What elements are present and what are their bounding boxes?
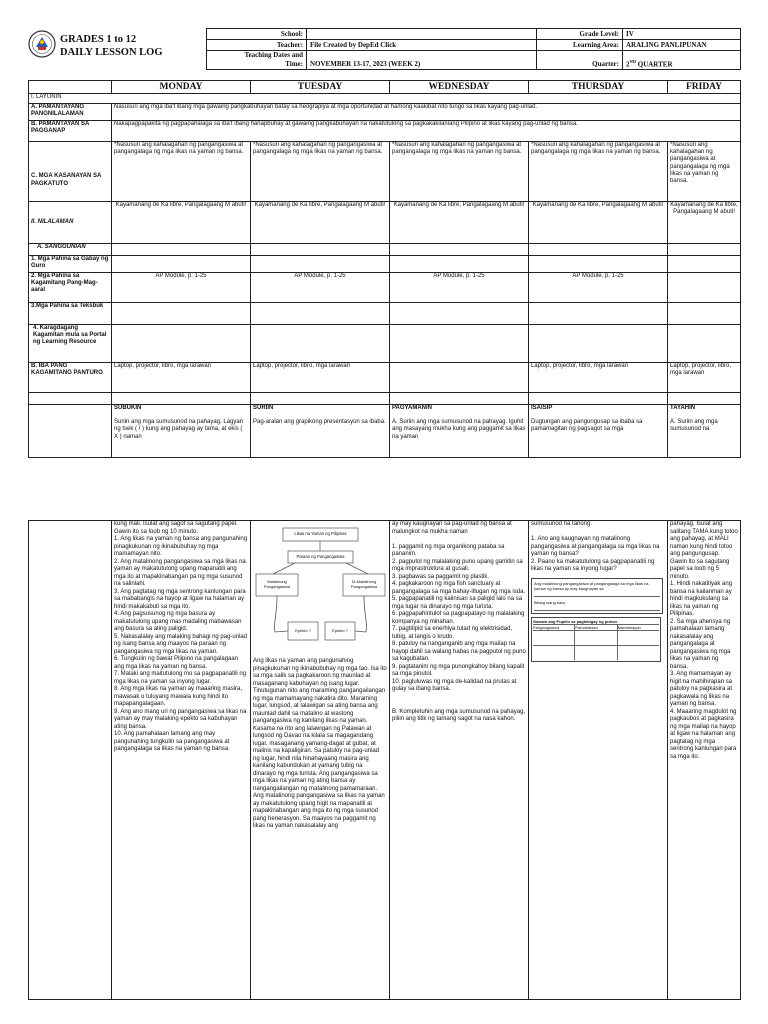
- worksheet-table-row: [533, 630, 659, 645]
- module-thu: AP Module, p. 1-25: [529, 273, 668, 303]
- worksheet-line-2: Bilang isang bata,: [534, 599, 566, 605]
- section-intro-tue: Pag-aralan ang grapikong presentasyon sa ibaba.: [253, 419, 386, 426]
- kasanayan-mon: *Nasusuri ang kahalagahan ng pangangasiwa at pangangalaga ng mga likas na yaman ng bansa.: [112, 142, 251, 202]
- pamantayang-text: Nasusuri ang mga iba't ibang mga gawaing pangkabuhayan batay sa heograpiya at mga oportunidad at hamong kaakibat nito tungo sa likas kayang pag-unlad.: [112, 104, 741, 121]
- quarter-label: Quarter:: [537, 51, 623, 70]
- teksbuk-thu: [529, 303, 668, 325]
- kasanayan-thu: *Nasusuri ang kahalagahan ng pangangasiwa at pangangalaga ng mga likas na yaman ng bansa.: [529, 142, 668, 202]
- iba-fri: Laptop, projector, libro, mga larawan: [668, 363, 741, 393]
- organizer-right: Di-Matalinong Pangangasiwa: [350, 579, 378, 589]
- section-intro-fri: A. Suriin ang mga sumusunod na: [670, 419, 718, 433]
- sanggunian-label: A. SANGGUNIAN: [29, 244, 112, 256]
- sanggunian-tue: [251, 244, 390, 256]
- module-fri: [668, 273, 741, 303]
- dates-label: [207, 51, 307, 70]
- cont-tuesday: [251, 521, 390, 1000]
- lesson-plan-table: [28, 80, 741, 458]
- section-mon: [112, 405, 251, 458]
- continuation-table: [28, 520, 741, 1000]
- organizer-left: Matalinong Pangangasiwa: [263, 579, 291, 589]
- organizer-bottom-left: Epekto ?: [295, 628, 311, 633]
- teksbuk-mon: [112, 303, 251, 325]
- iba-mon: Laptop, projector, libro, mga larawan: [112, 363, 251, 393]
- teksbuk-tue: [251, 303, 390, 325]
- graphic-organizer: [253, 524, 388, 654]
- pagganap-text: Nakapagpapakita ng pagpapahalaga sa iba't ibang hanapbuhay at gawaing pangkabuhayan na nakatutulong sa pagkakakilanlang Pilipino at likas kayang pag-unlad ng bansa.: [112, 121, 741, 142]
- nilalaman-label: II. NILALAMAN: [29, 202, 112, 244]
- organizer-bottom-right: Epekto ?: [332, 628, 348, 633]
- spacer-fri: [668, 393, 741, 405]
- worksheet-col-3: Mamamayan: [617, 624, 641, 630]
- teacher-value[interactable]: File Created by DepEd Click: [307, 40, 537, 51]
- worksheet-line-1: Ang matalinong pangangasiwa at pangangalaga sa mga likas na yaman ng bansa ay may kaugnayan sa: [534, 580, 649, 591]
- cont-label: [29, 521, 112, 1000]
- sanggunian-thu: [529, 244, 668, 256]
- spacer-thu: [529, 393, 668, 405]
- cont-friday-items: pahayag. Isulat ang salitang TAMA kung totoo ang pahayag, at MALI naman kung hindi totoo ang pangungusap. Gawin ito sa sagutang papel sa loob ng 5 minuto. 1. Hindi nakatitiyak ang bansa na kailanman ay hindi magkukulang sa likas na yaman ng Pilipinas. 2. Sa mga ahensya ng pamahalaan lamang nakasalalay ang pangangalaga at pangangasiwa ng mga likas na yaman ng bansa. 3. Ang mamamayan ay higit na mahihirapan sa patuloy na pagkasira at pagkawala ng likas na yaman ng bansa. 4. Maaaring magdulot ng pagkaubos at pagkasira ng mga mailap na hayop at ligaw na halaman ang pagtatag ng mga sentrong kanlungan para sa mga ito.: [668, 521, 741, 1000]
- page-gap: [0, 482, 768, 520]
- organizer-svg: [253, 524, 388, 654]
- deped-seal-icon: [28, 30, 56, 58]
- karagdagang-thu: [529, 325, 668, 363]
- cont-thursday: [529, 521, 668, 1000]
- section-intro-thu: Dugtungan ang pangungusap sa ibaba sa pamamagitan ng pagsagot sa mga: [531, 419, 643, 433]
- nilalaman-tue: Kayamanang de Ka libre, Pangalagaang M abuti!: [251, 202, 390, 244]
- pamantayang-label: A. PAMANTAYANG PANGNILALAMAN: [29, 104, 112, 121]
- lesson-log-page-1: [0, 0, 768, 482]
- sanggunian-fri: [668, 244, 741, 256]
- section-title-subukin: SUBUKIN: [114, 405, 142, 411]
- karagdagang-mon: [112, 325, 251, 363]
- dates-label-line-1: Teaching Dates and: [244, 51, 303, 59]
- guro-mon: [112, 256, 251, 273]
- worksheet-col-1: Pangangasiwa: [533, 625, 575, 630]
- iba-tue: Laptop, projector, libro, mga larawan: [251, 363, 390, 393]
- pagganap-label: B. PAMANTAYAN SA PAGGANAP: [29, 121, 112, 142]
- grade-value[interactable]: IV: [623, 29, 741, 40]
- section-thu: [529, 405, 668, 458]
- day-header-friday: FRIDAY: [668, 81, 741, 94]
- title-line-2: DAILY LESSON LOG: [60, 47, 163, 58]
- quarter-word: QUARTER: [637, 60, 673, 68]
- cont-thursday-text: sumusunod na tanong. 1. Ano ang kaugnayan ng matalinong pangangasiwa at pangangalaga sa mga likas na yaman ng bansa? 2. Paano ka makatutulong sa pagpapanatili ng likas na yaman sa inyong lugar?: [531, 521, 660, 572]
- karagdagang-fri: [668, 325, 741, 363]
- sanggunian-mon: [112, 244, 251, 256]
- section-wed: [390, 405, 529, 458]
- worksheet-table: [531, 617, 661, 662]
- nilalaman-fri: Kayamanang de Ka libre, Pangalagaang M abuti!: [668, 202, 741, 244]
- guro-fri: [668, 256, 741, 273]
- day-header-monday: MONDAY: [112, 81, 251, 94]
- day-header-tuesday: TUESDAY: [251, 81, 390, 94]
- corner-cell: [29, 81, 112, 94]
- quarter-suffix: ND: [629, 58, 636, 64]
- karagdagang-wed: [390, 325, 529, 363]
- day-header-wednesday: WEDNESDAY: [390, 81, 529, 94]
- layunin-heading: I. LAYUNIN: [29, 94, 741, 104]
- worksheet-cell-5: [575, 646, 617, 660]
- cont-tuesday-text: Ang likas na yaman ang pangunahing pinagkukunan ng ikinabubuhay ng mga tao. Isa ito sa mga salik sa pagkakaroon ng maunlad at masaganang kabuhayan ng isang lugar. Tinutugunan nito ang maraming pangangailangan ng mga mamamayang nakatira dito. Maraming lugar, lungsod, at lalawigan sa ating bansa ang maunlad dahil sa matalino at wastong pangangasiwa ng kanilang likas na yaman. Kasama na rito ang lalawigan ng Palawan at lungsod ng Davao na kilala sa magagandang lugar, masaganang yamang-dagat at gubat, at malinis na kapaligiran. Sa patuloy na pag-unlad ng lugar, hindi nila hinahayaang masira ang kanilang kabundukan at yamang tubig na dinarayo ng mga turista. Ang pangangasiwa sa mga likas na yaman ng ating bansa ay nangangailangan ng matalinong pamamaraan. Ang matalinong pangangasiwa sa likas na yaman ay makatutulong upang higit na mapanatili at mapakinabangan ang mga ito ng mga susunod pang henerasyon. Sa maayos na paggamit ng likas na yaman nakasalalay ang: [253, 658, 387, 829]
- karagdagang-label: 4. Karagdagang Kagamitan mula sa Portal ng Learning Resource: [29, 325, 112, 363]
- cont-monday-items: kung mali. Isulat ang sagot sa sagutang papel. Gawin ito sa loob ng 10 minuto. 1. Ang likas na yaman ng bansa ang pangunahing pinagkukunan ng ikinabubuhay ng mga mamamayan nito. 2. Ang matalinong pangangasiwa sa mga likas na yaman ay makatutulong upang mapanatili ang mga ito at mapakinabangan pa ng mga susunod na salinlahi. 3. Ang pagtatag ng mga sentrong kanlungan para sa mababangis na hayop at ligaw na halaman ay hindi makakabuti sa mga ito. 4. Ang pagsusunog ng mga basura ay makatutulong upang mas madaling mabawasan ang basura sa ating paligid. 5. Nakasalalay ang malaking bahagi ng pag-unlad ng isang bansa ang maayos na paraan ng pangangasiwa ng mga likas na yaman. 6. Tungkulin ng bawat Pilipino na pangalagaan ang mga likas na yaman ng bansa. 7. Malaki ang maitutulong mo sa pagpapanatili ng mga likas na yaman sa inyong lugar. 8. Ang mga likas na yaman ay maaaring masira, mawasak o tuluyang mawala kung hindi ito mapapangalagaan. 9. Ang ano mang uri ng pangangasiwa sa likas na yaman ay may malaking epekto sa kabuhayan ating bansa. 10. Ang pamahalaan lamang ang may pangunahing tungkulin sa pangangasiwa at pangangalaga sa likas na yaman ng bansa.: [112, 521, 251, 1000]
- worksheet-cell-3: [618, 631, 659, 645]
- header-info-table: [206, 28, 741, 70]
- teksbuk-fri: [668, 303, 741, 325]
- worksheet-cell-4: [533, 646, 575, 660]
- worksheet-table-title: Gawain ang Pupilin sa pagbibigay ng puhon: [533, 618, 618, 624]
- kasanayan-tue: *Nasusuri ang kahalagahan ng pangangasiwa at pangangalaga ng mga likas na yaman ng bansa.: [251, 142, 390, 202]
- area-value[interactable]: ARALING PANLIPUNAN: [623, 40, 741, 51]
- worksheet-blank-2: [534, 605, 660, 611]
- section-tue: [251, 405, 390, 458]
- worksheet-blank-1: [534, 591, 660, 597]
- section-title-pagyamanin: PAGYAMANIN: [392, 405, 433, 411]
- module-tue: AP Module, p. 1-25: [251, 273, 390, 303]
- worksheet-cell-1: [533, 631, 575, 645]
- lesson-log-page-2: [0, 520, 768, 1024]
- spacer-wed: [390, 393, 529, 405]
- worksheet-table-row: [533, 645, 659, 660]
- document-title: [60, 33, 163, 59]
- guro-tue: [251, 256, 390, 273]
- guro-label: 1. Mga Pahina sa Gabay ng Guro: [29, 256, 112, 273]
- iba-wed: [390, 363, 529, 393]
- cont-wednesday-items: ay may kaugnayan sa pag-unlad ng bansa at malungkot na mukha naman 1. paggamit ng mga organikong pataba sa pananim. 2. pagputol ng malalaking puno upang gamitin sa mga imprastruktura at gusali. 3. pagbawas sa paggamit ng plastik. 4. pagkakaroon ng mga fish sanctuary at pangangalaga sa mga bahay-itlugan ng mga isda. 5. pagpapanatili ng kalinisan sa paligid lalo na sa mga lugar na dinarayo ng mga turista. 6. pagpapahintulot sa pagpapatayo ng malalaking kompanya ng minahan. 7. pagtitipid sa enerhiya tulad ng elektrisidad, tubig, at langis o krudo. 8. patuloy na nanganganib ang mga mailap na hayop dahil sa walang habas na pagputol ng puno sa kagubatan. 9. pagtatanim ng mga punongkahoy bilang kapalit sa mga pinutol. 10. pagluluwas ng mga de-kalidad na prutas at gulay sa ibang bansa. B. Kompletuhin ang mga sumusunod na pahayag, piliin ang titik ng tamang sagot na nasa kahon.: [390, 521, 529, 1000]
- mag-aaral-label: 2. Mga Pahina sa Kagamitang Pang-Mag-aaral: [29, 273, 112, 303]
- organizer-middle: Paraan ng Pangangasiwa: [296, 554, 345, 559]
- section-title-suriin: SURIIN: [253, 405, 274, 411]
- school-value[interactable]: [307, 29, 537, 40]
- kasanayan-wed: *Nasusuri ang kahalagahan ng pangangasiwa at pangangalaga ng mga likas na yaman ng bansa.: [390, 142, 529, 202]
- title-line-1: GRADES 1 to 12: [60, 34, 137, 45]
- karagdagang-tue: [251, 325, 390, 363]
- guro-wed: [390, 256, 529, 273]
- kasanayan-fri: *Nasusuri ang kahalagahan ng pangangasiwa at pangangalaga ng mga likas na yaman ng bansa.: [668, 142, 741, 202]
- section-intro-mon: Suriin ang mga sumusunod na pahayag. Lagyan ng tsek ( / ) kung ang pahayag ay tama, at ekis ( X ) naman: [114, 419, 244, 440]
- sanggunian-wed: [390, 244, 529, 256]
- kasanayan-label: C. MGA KASANAYAN SA PAGKATUTO: [29, 142, 112, 202]
- section-title-tayahin: TAYAHIN: [670, 405, 696, 411]
- module-mon: AP Module, p. 1-25: [112, 273, 251, 303]
- worksheet-box: [531, 578, 663, 614]
- nilalaman-wed: Kayamanang de Ka libre, Pangalagaang M abuti!: [390, 202, 529, 244]
- dates-value[interactable]: NOVEMBER 13-17, 2023 (WEEK 2): [307, 51, 537, 70]
- grade-label: Grade Level:: [537, 29, 623, 40]
- procedure-label: [29, 405, 112, 458]
- area-label: Learning Area:: [537, 40, 623, 51]
- spacer-lab: [29, 393, 112, 405]
- nilalaman-thu: Kayamanang de Ka libre, Pangalagaang M abuti!: [529, 202, 668, 244]
- organizer-top: Likas na Yaman ng Pilipinas: [294, 531, 347, 536]
- iba-thu: Laptop, projector, libro, mga larawan: [529, 363, 668, 393]
- section-fri: [668, 405, 741, 458]
- module-wed: AP Module, p. 1-25: [390, 273, 529, 303]
- spacer-mon: [112, 393, 251, 405]
- guro-thu: [529, 256, 668, 273]
- worksheet-cell-6: [618, 646, 659, 660]
- nilalaman-mon: Kayamanang de Ka libre, Pangalagaang M abuti!: [112, 202, 251, 244]
- section-intro-wed: A. Suriin ang mga sumusunod na pahayag. Iguhit ang masayang mukha kung ang paggamit sa likas na yaman: [392, 419, 526, 440]
- school-label: School:: [207, 29, 307, 40]
- worksheet-col-2: Pamahalaan: [575, 625, 617, 630]
- spacer-tue: [251, 393, 390, 405]
- iba-label: B. IBA PANG KAGAMITANG PANTURO: [29, 363, 112, 393]
- worksheet-cell-2: [575, 631, 617, 645]
- teksbuk-wed: [390, 303, 529, 325]
- section-title-isaisip: ISAISIP: [531, 405, 553, 411]
- quarter-value[interactable]: [623, 51, 741, 70]
- dates-label-line-2: Time:: [285, 60, 303, 68]
- worksheet-table-header: [533, 624, 659, 630]
- day-header-thursday: THURSDAY: [529, 81, 668, 94]
- teacher-label: Teacher:: [207, 40, 307, 51]
- quarter-number: 2: [626, 60, 630, 68]
- teksbuk-label: 3.Mga Pahina sa Teksbuk: [29, 303, 112, 325]
